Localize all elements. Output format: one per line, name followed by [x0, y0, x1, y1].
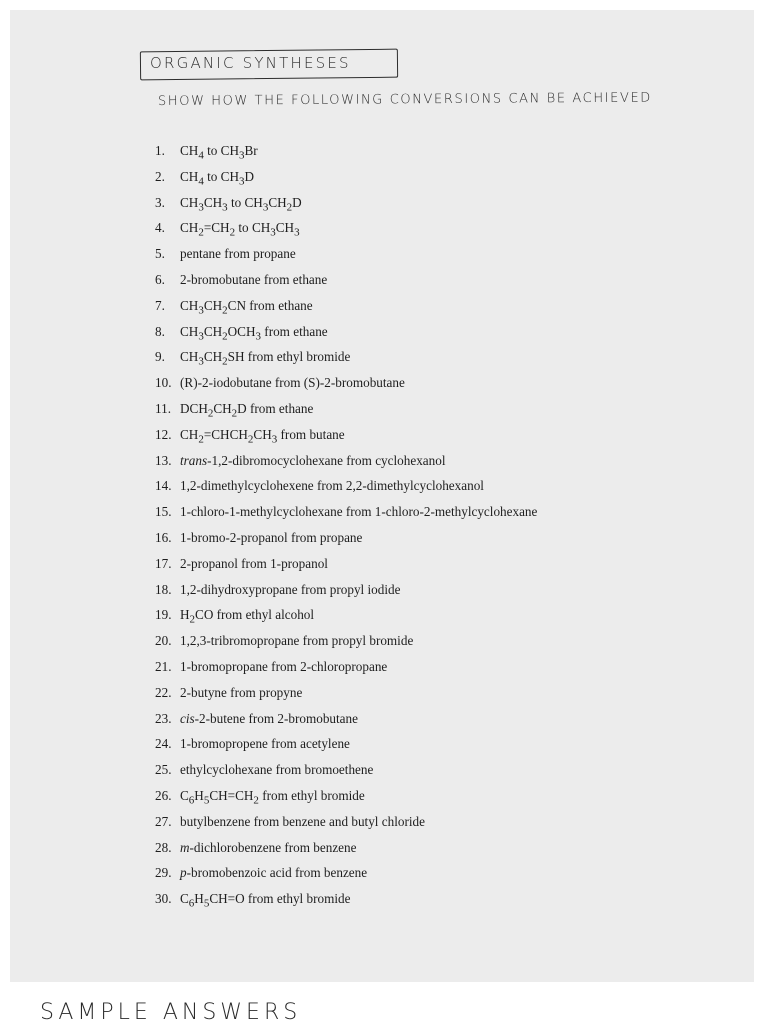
problem-item — [155, 192, 537, 218]
problem-item — [155, 733, 537, 759]
problem-number: 7. — [155, 297, 165, 313]
problem-number: 28. — [155, 839, 172, 855]
problem-text: $DCH_2CH_2D$ from ethane — [180, 400, 314, 420]
problem-item — [155, 346, 537, 372]
problem-item — [155, 759, 537, 785]
problem-number: 20. — [155, 633, 172, 649]
problem-number: 26. — [155, 787, 172, 803]
problem-item — [155, 656, 537, 682]
problem-text: 1,2-dihydroxypropane from propyl iodide — [180, 581, 401, 597]
problem-text: $CH_3CH_2CN$ from ethane — [180, 297, 313, 317]
problem-text: $CH_2=CH_2$ to $CH_3CH_3$ — [180, 220, 300, 240]
problem-number: 29. — [155, 865, 172, 881]
problem-text: $H_2CO$ from ethyl alcohol — [180, 607, 315, 626]
problem-number: 11. — [155, 400, 171, 416]
problem-item — [155, 243, 537, 269]
problem-number: 1. — [155, 143, 165, 158]
problem-text: pentane from propane — [180, 246, 296, 262]
problem-number: 13. — [155, 452, 172, 468]
problem-number: 4. — [155, 220, 165, 236]
problem-item — [155, 501, 537, 527]
problem-item — [155, 217, 537, 243]
problem-item — [155, 682, 537, 708]
problem-item — [155, 604, 537, 630]
problem-item — [155, 862, 537, 888]
problem-item — [155, 166, 537, 192]
problem-number: 3. — [155, 194, 165, 210]
problem-item — [155, 321, 537, 347]
problem-number: 22. — [155, 684, 172, 700]
problem-text: $CH_4$ to $CH_3Br$ — [180, 143, 258, 162]
problem-number: 27. — [155, 813, 172, 829]
problem-item — [155, 269, 537, 295]
problem-item — [155, 424, 537, 450]
problem-text: p-bromobenzoic acid from benzene — [180, 865, 368, 881]
problem-item — [155, 579, 537, 605]
problem-text: 2-bromobutane from ethane — [180, 271, 328, 287]
problem-text: $C_6H_5CH=O$ from ethyl bromide — [180, 891, 351, 910]
problem-text: 1-bromopropane from 2-chloropropane — [180, 658, 388, 674]
problem-text: $CH_3CH_3$ to $CH_3CH_2D$ — [180, 194, 302, 214]
problem-item — [155, 837, 537, 863]
problem-item — [155, 140, 537, 166]
problem-text: $C_6H_5CH=CH_2$ from ethyl bromide — [180, 787, 365, 807]
problem-text: 1,2-dimethylcyclohexene from 2,2-dimethylcyclohexanol — [180, 478, 484, 494]
problem-number: 8. — [155, 323, 165, 339]
problem-number: 5. — [155, 246, 165, 262]
scanned-worksheet — [10, 10, 754, 982]
problem-text: $CH_3CH_2SH$ from ethyl bromide — [180, 349, 351, 369]
problem-text: (R)-2-iodobutane from (S)-2-bromobutane — [180, 375, 405, 391]
sample-answers-heading: SAMPLE ANSWERS — [40, 1000, 302, 1024]
problem-item — [155, 475, 537, 501]
problem-text: 1-bromopropene from acetylene — [180, 736, 350, 752]
problem-number: 18. — [155, 581, 172, 597]
problem-text: 1,2,3-tribromopropane from propyl bromide — [180, 633, 414, 649]
problem-text: 2-butyne from propyne — [180, 684, 303, 700]
problem-number: 9. — [155, 349, 165, 365]
problem-number: 2. — [155, 168, 165, 184]
problem-number: 17. — [155, 555, 172, 571]
problem-item — [155, 450, 537, 476]
problem-number: 10. — [155, 375, 172, 391]
problem-item — [155, 527, 537, 553]
problem-item — [155, 708, 537, 734]
problem-number: 30. — [155, 891, 172, 907]
problem-number: 24. — [155, 736, 172, 752]
problem-text: 1-chloro-1-methylcyclohexane from 1-chloro-2-methylcyclohexane — [180, 504, 538, 520]
problem-text: $CH_4$ to $CH_3D$ — [180, 168, 255, 188]
problem-number: 12. — [155, 426, 172, 442]
problem-item — [155, 888, 537, 914]
problem-number: 19. — [155, 607, 172, 623]
problem-number: 6. — [155, 271, 165, 287]
problem-item — [155, 295, 537, 321]
worksheet-title: ORGANIC SYNTHESES — [150, 54, 351, 72]
problem-text: cis-2-butene from 2-bromobutane — [180, 710, 358, 726]
problem-text: $CH_3CH_2OCH_3$ from ethane — [180, 323, 328, 343]
problem-text: m-dichlorobenzene from benzene — [180, 839, 357, 855]
problem-number: 23. — [155, 710, 172, 726]
problem-number: 15. — [155, 504, 172, 520]
problem-number: 25. — [155, 762, 172, 778]
problem-list — [155, 140, 537, 914]
problem-number: 16. — [155, 529, 172, 545]
problem-text: $CH_2=CHCH_2CH_3$ from butane — [180, 426, 345, 446]
problem-text: ethylcyclohexane from bromoethene — [180, 762, 374, 778]
problem-item — [155, 811, 537, 837]
problem-item — [155, 630, 537, 656]
problem-text: 1-bromo-2-propanol from propane — [180, 529, 363, 545]
problem-text: 2-propanol from 1-propanol — [180, 555, 328, 571]
problem-text: trans-1,2-dibromocyclohexane from cyclohexanol — [180, 452, 446, 468]
problem-text: butylbenzene from benzene and butyl chloride — [180, 813, 425, 829]
problem-item — [155, 398, 537, 424]
problem-item — [155, 372, 537, 398]
problem-item — [155, 785, 537, 811]
problem-item — [155, 553, 537, 579]
worksheet-instruction: SHOW HOW THE FOLLOWING CONVERSIONS CAN BE ACHIEVED — [157, 90, 652, 109]
problem-number: 21. — [155, 658, 172, 674]
problem-number: 14. — [155, 478, 172, 494]
